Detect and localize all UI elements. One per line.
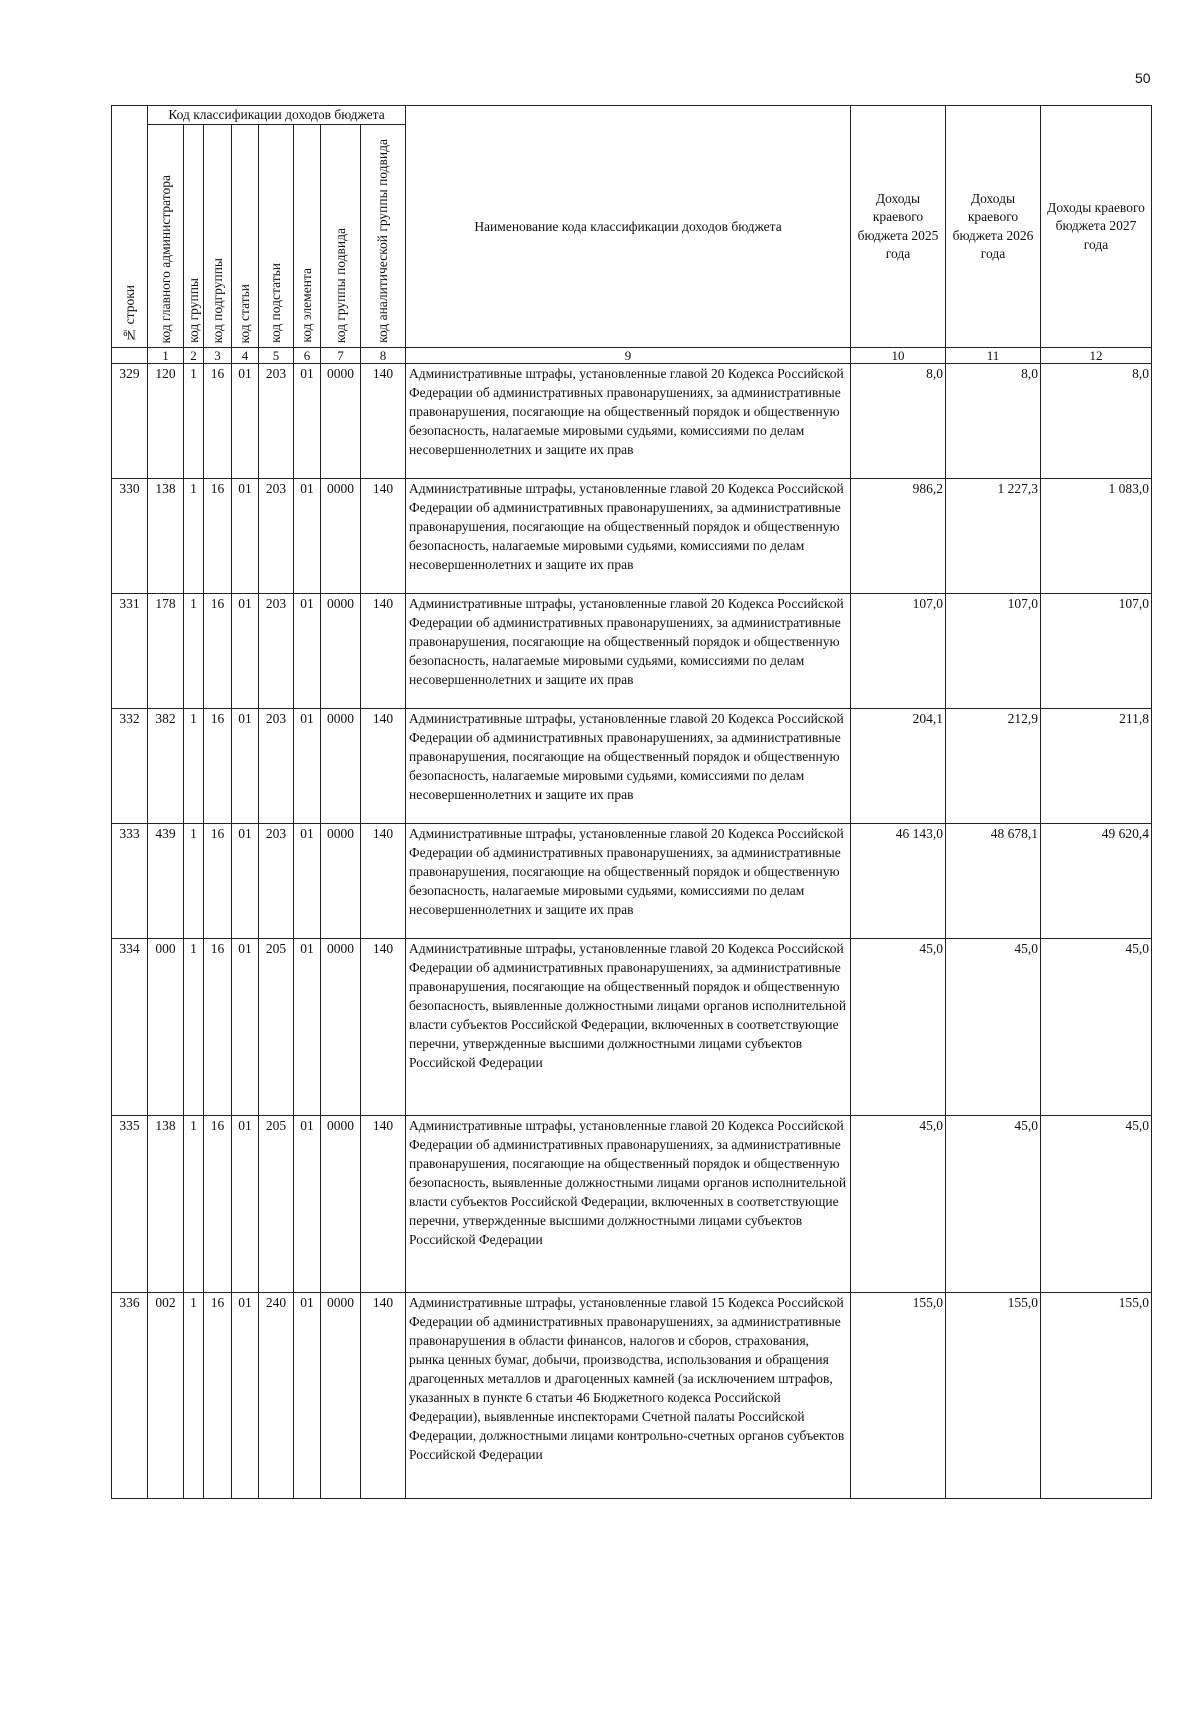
code-group: 1 [184, 939, 204, 1116]
row-number: 335 [112, 1116, 148, 1293]
column-number: 8 [361, 348, 406, 364]
header-name: Наименование кода классификации доходов бюджета [406, 106, 851, 348]
code-element: 01 [294, 364, 321, 479]
revenue-name: Административные штрафы, установленные главой 15 Кодекса Российской Федерации об административных правонарушениях, за административные правонарушения в области финансов, налогов и сборов, страхования, рынка ценных бумаг, добычи, производства, использования и обращения драгоценных металлов и драгоценных камней (за исключением штрафов, указанных в пункте 6 статьи 46 Бюджетного кодекса Российской Федерации), выявленные инспекторами Счетной палаты Российской Федерации, должностными лицами контрольно-счетных органов субъектов Российской Федерации [406, 1293, 851, 1499]
budget-revenue-table [111, 105, 1152, 1499]
revenue-2025: 45,0 [851, 1116, 946, 1293]
code-subgroup: 16 [204, 594, 232, 709]
header-code-admin: код главного администратора [148, 125, 184, 348]
row-number: 329 [112, 364, 148, 479]
table-row [112, 824, 1152, 939]
column-number: 10 [851, 348, 946, 364]
page-number: 50 [1135, 70, 1151, 86]
code-subarticle: 240 [259, 1293, 294, 1499]
revenue-2026: 212,9 [946, 709, 1041, 824]
code-subarticle: 203 [259, 479, 294, 594]
code-analytic: 140 [361, 1116, 406, 1293]
code-subarticle: 203 [259, 364, 294, 479]
code-analytic: 140 [361, 709, 406, 824]
revenue-2027: 211,8 [1041, 709, 1152, 824]
revenue-name: Административные штрафы, установленные главой 20 Кодекса Российской Федерации об административных правонарушениях, за административные правонарушения, посягающие на общественный порядок и общественную безопасность, налагаемые мировыми судьями, комиссиями по делам несовершеннолетних и защите их прав [406, 594, 851, 709]
table-row [112, 594, 1152, 709]
header-classification-group: Код классификации доходов бюджета [148, 106, 406, 125]
code-analytic: 140 [361, 1293, 406, 1499]
code-group: 1 [184, 1293, 204, 1499]
row-number: 336 [112, 1293, 148, 1499]
code-element: 01 [294, 824, 321, 939]
code-admin: 120 [148, 364, 184, 479]
revenue-2027: 45,0 [1041, 1116, 1152, 1293]
code-element: 01 [294, 1293, 321, 1499]
revenue-2026: 48 678,1 [946, 824, 1041, 939]
revenue-2027: 49 620,4 [1041, 824, 1152, 939]
code-group: 1 [184, 709, 204, 824]
code-subtype: 0000 [321, 594, 361, 709]
code-subgroup: 16 [204, 1116, 232, 1293]
code-article: 01 [232, 824, 259, 939]
code-group: 1 [184, 1116, 204, 1293]
row-number: 332 [112, 709, 148, 824]
revenue-2026: 45,0 [946, 939, 1041, 1116]
revenue-name: Административные штрафы, установленные главой 20 Кодекса Российской Федерации об административных правонарушениях, за административные правонарушения, посягающие на общественный порядок и общественную безопасность, выявленные должностными лицами органов исполнительной власти субъектов Российской Федерации, включенных в соответствующие перечни, утвержденные высшими должностными лицами субъектов Российской Федерации [406, 939, 851, 1116]
code-admin: 178 [148, 594, 184, 709]
revenue-name: Административные штрафы, установленные главой 20 Кодекса Российской Федерации об административных правонарушениях, за административные правонарушения, посягающие на общественный порядок и общественную безопасность, налагаемые мировыми судьями, комиссиями по делам несовершеннолетних и защите их прав [406, 709, 851, 824]
code-group: 1 [184, 824, 204, 939]
column-number-blank [112, 348, 148, 364]
code-subgroup: 16 [204, 1293, 232, 1499]
column-number: 4 [232, 348, 259, 364]
code-subarticle: 205 [259, 939, 294, 1116]
revenue-2025: 986,2 [851, 479, 946, 594]
code-article: 01 [232, 1116, 259, 1293]
code-subtype: 0000 [321, 1293, 361, 1499]
code-article: 01 [232, 709, 259, 824]
code-analytic: 140 [361, 479, 406, 594]
code-subtype: 0000 [321, 479, 361, 594]
code-article: 01 [232, 939, 259, 1116]
code-subtype: 0000 [321, 1116, 361, 1293]
code-subgroup: 16 [204, 939, 232, 1116]
revenue-2027: 1 083,0 [1041, 479, 1152, 594]
code-article: 01 [232, 479, 259, 594]
table-row [112, 479, 1152, 594]
code-analytic: 140 [361, 824, 406, 939]
code-subtype: 0000 [321, 364, 361, 479]
code-admin: 138 [148, 1116, 184, 1293]
code-subarticle: 203 [259, 594, 294, 709]
code-subgroup: 16 [204, 709, 232, 824]
code-subtype: 0000 [321, 824, 361, 939]
revenue-name: Административные штрафы, установленные главой 20 Кодекса Российской Федерации об административных правонарушениях, за административные правонарушения, посягающие на общественный порядок и общественную безопасность, налагаемые мировыми судьями, комиссиями по делам несовершеннолетних и защите их прав [406, 364, 851, 479]
revenue-name: Административные штрафы, установленные главой 20 Кодекса Российской Федерации об административных правонарушениях, за административные правонарушения, посягающие на общественный порядок и общественную безопасность, налагаемые мировыми судьями, комиссиями по делам несовершеннолетних и защите их прав [406, 479, 851, 594]
code-admin: 439 [148, 824, 184, 939]
header-code-subarticle: код подстатьи [259, 125, 294, 348]
revenue-2025: 107,0 [851, 594, 946, 709]
code-subtype: 0000 [321, 709, 361, 824]
column-number: 9 [406, 348, 851, 364]
code-subarticle: 203 [259, 824, 294, 939]
header-code-article: код статьи [232, 125, 259, 348]
header-year-2026: Доходы краевого бюджета 2026 года [946, 106, 1041, 348]
code-article: 01 [232, 594, 259, 709]
revenue-2026: 45,0 [946, 1116, 1041, 1293]
revenue-2025: 8,0 [851, 364, 946, 479]
table-row [112, 1293, 1152, 1499]
header-code-analytic-group: код аналитической группы подвида [361, 125, 406, 348]
column-number: 5 [259, 348, 294, 364]
row-number: 330 [112, 479, 148, 594]
code-subgroup: 16 [204, 824, 232, 939]
header-code-subtype-group: код группы подвида [321, 125, 361, 348]
header-code-subgroup: код подгруппы [204, 125, 232, 348]
code-admin: 138 [148, 479, 184, 594]
column-number: 3 [204, 348, 232, 364]
column-number: 1 [148, 348, 184, 364]
header-code-element: код элемента [294, 125, 321, 348]
code-element: 01 [294, 1116, 321, 1293]
revenue-2027: 107,0 [1041, 594, 1152, 709]
column-number: 6 [294, 348, 321, 364]
revenue-2026: 155,0 [946, 1293, 1041, 1499]
header-year-2025: Доходы краевого бюджета 2025 года [851, 106, 946, 348]
revenue-2026: 107,0 [946, 594, 1041, 709]
table-row [112, 364, 1152, 479]
column-number: 2 [184, 348, 204, 364]
revenue-2025: 204,1 [851, 709, 946, 824]
code-article: 01 [232, 364, 259, 479]
code-element: 01 [294, 939, 321, 1116]
column-number: 7 [321, 348, 361, 364]
table-row [112, 1116, 1152, 1293]
revenue-name: Административные штрафы, установленные главой 20 Кодекса Российской Федерации об административных правонарушениях, за административные правонарушения, посягающие на общественный порядок и общественную безопасность, выявленные должностными лицами органов исполнительной власти субъектов Российской Федерации, включенных в соответствующие перечни, утвержденные высшими должностными лицами субъектов Российской Федерации [406, 1116, 851, 1293]
code-analytic: 140 [361, 364, 406, 479]
code-analytic: 140 [361, 594, 406, 709]
table-row [112, 939, 1152, 1116]
code-admin: 000 [148, 939, 184, 1116]
column-number: 12 [1041, 348, 1152, 364]
code-subtype: 0000 [321, 939, 361, 1116]
code-article: 01 [232, 1293, 259, 1499]
code-admin: 002 [148, 1293, 184, 1499]
code-analytic: 140 [361, 939, 406, 1116]
code-subgroup: 16 [204, 364, 232, 479]
revenue-2027: 8,0 [1041, 364, 1152, 479]
revenue-2026: 1 227,3 [946, 479, 1041, 594]
header-year-2027: Доходы краевого бюджета 2027 года [1041, 106, 1152, 348]
revenue-2025: 45,0 [851, 939, 946, 1116]
row-number: 334 [112, 939, 148, 1116]
code-element: 01 [294, 479, 321, 594]
column-number: 11 [946, 348, 1041, 364]
revenue-2025: 46 143,0 [851, 824, 946, 939]
code-group: 1 [184, 479, 204, 594]
code-subarticle: 205 [259, 1116, 294, 1293]
table-row [112, 709, 1152, 824]
row-number: 331 [112, 594, 148, 709]
header-code-group: код группы [184, 125, 204, 348]
header-row-number: № строки [112, 106, 148, 348]
revenue-2026: 8,0 [946, 364, 1041, 479]
column-number-row [112, 348, 1152, 364]
code-element: 01 [294, 709, 321, 824]
revenue-2027: 45,0 [1041, 939, 1152, 1116]
code-subgroup: 16 [204, 479, 232, 594]
revenue-2027: 155,0 [1041, 1293, 1152, 1499]
row-number: 333 [112, 824, 148, 939]
code-group: 1 [184, 594, 204, 709]
code-group: 1 [184, 364, 204, 479]
code-element: 01 [294, 594, 321, 709]
code-subarticle: 203 [259, 709, 294, 824]
code-admin: 382 [148, 709, 184, 824]
revenue-name: Административные штрафы, установленные главой 20 Кодекса Российской Федерации об административных правонарушениях, за административные правонарушения, посягающие на общественный порядок и общественную безопасность, налагаемые мировыми судьями, комиссиями по делам несовершеннолетних и защите их прав [406, 824, 851, 939]
revenue-2025: 155,0 [851, 1293, 946, 1499]
